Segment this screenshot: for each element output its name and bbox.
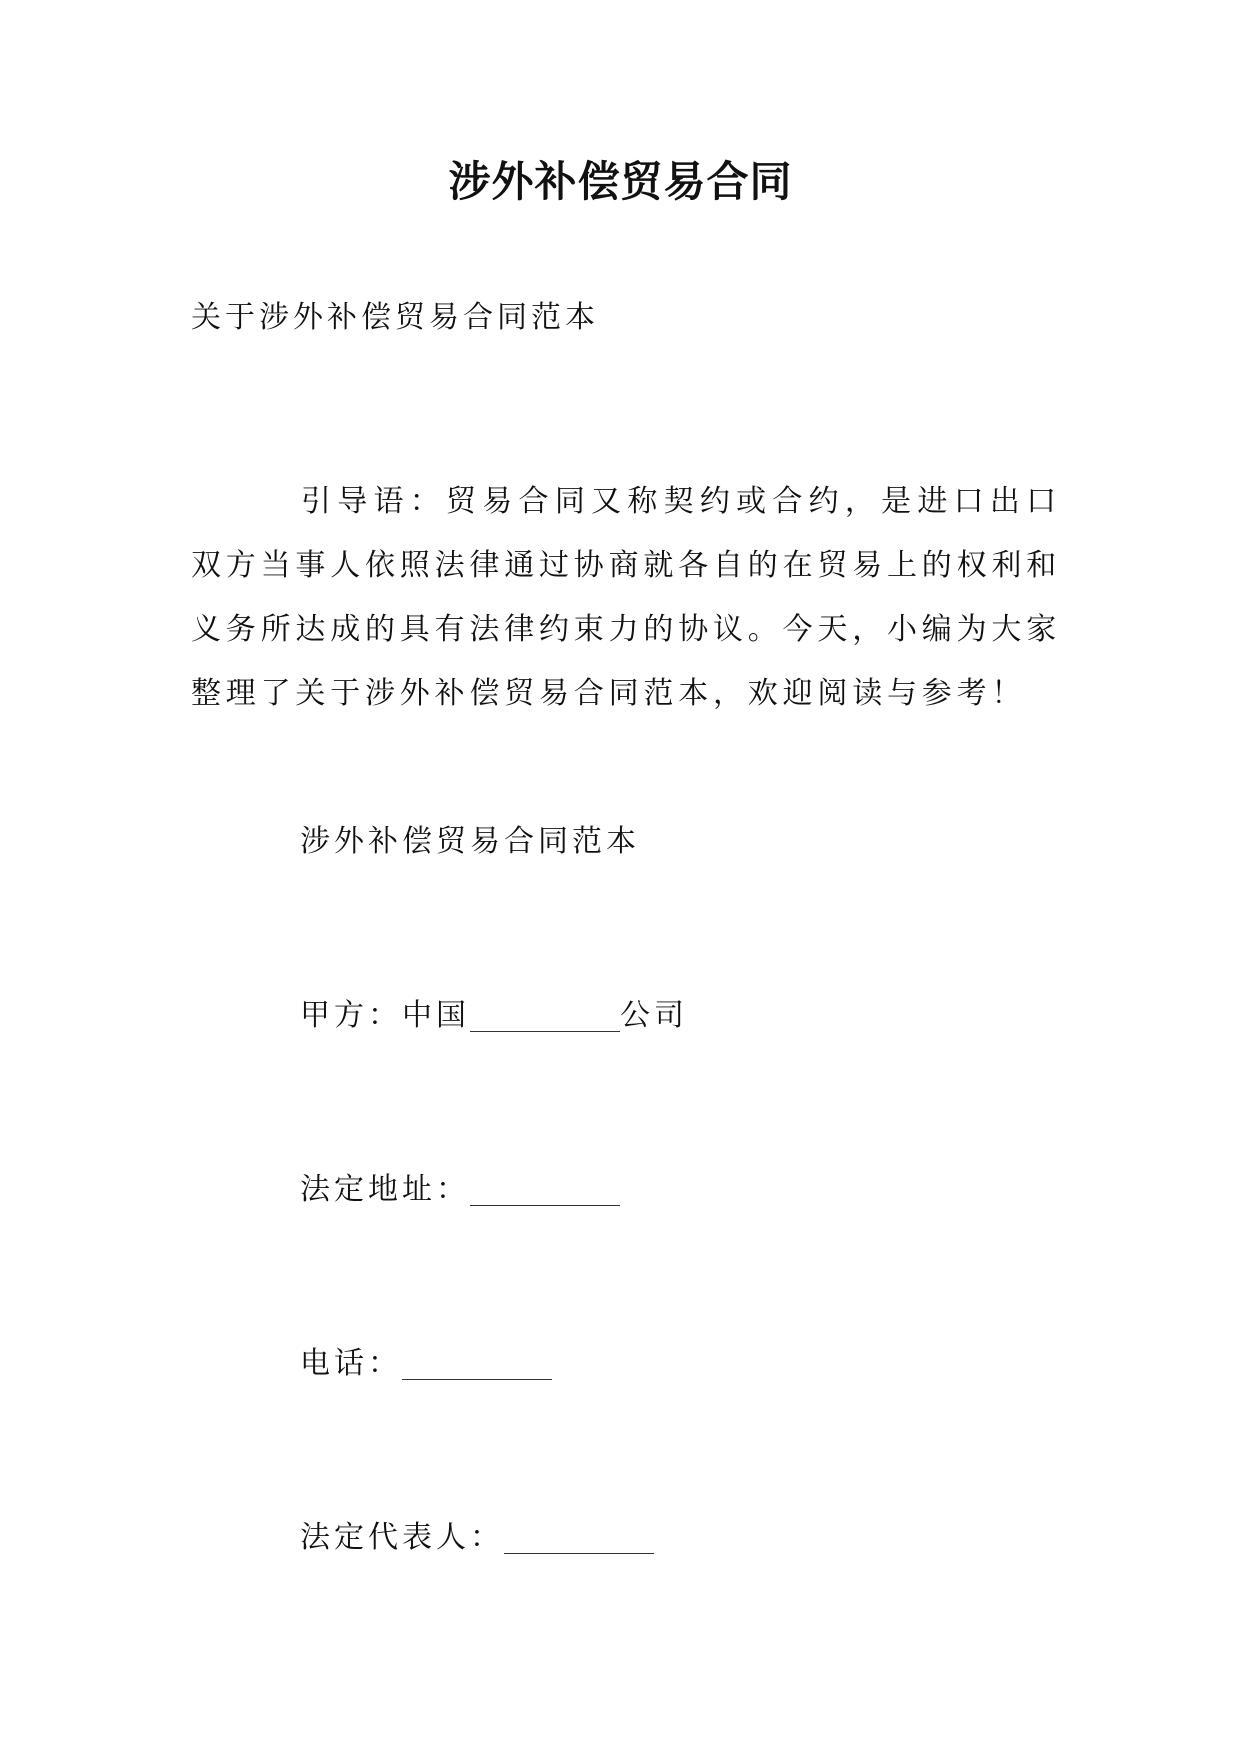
document-subtitle: 关于涉外补偿贸易合同范本 xyxy=(191,300,599,335)
legal-representative-label: 法定代表人： xyxy=(300,1520,504,1555)
party-a-line xyxy=(300,996,688,1036)
intro-paragraph: 引导语：贸易合同又称契约或合约，是进口出口双方当事人依照法律通过协商就各自的在贸易上的权利和义务所达成的具有法律约束力的协议。今天，小编为大家整理了关于涉外补偿贸易合同范本，欢迎阅读与参考！ xyxy=(191,484,1061,711)
address-label: 法定地址： xyxy=(300,1172,470,1207)
party-a-name-blank xyxy=(470,1001,620,1032)
phone-line xyxy=(300,1344,552,1384)
document-title: 涉外补偿贸易合同 xyxy=(448,157,793,206)
party-a-suffix: 公司 xyxy=(620,998,688,1033)
address-line xyxy=(300,1170,620,1210)
party-a-label: 甲方：中国 xyxy=(300,998,470,1033)
legal-representative-line xyxy=(300,1518,654,1558)
phone-blank xyxy=(402,1349,552,1380)
legal-representative-blank xyxy=(504,1523,654,1554)
address-blank xyxy=(470,1175,620,1206)
phone-label: 电话： xyxy=(300,1346,402,1381)
contract-heading: 涉外补偿贸易合同范本 xyxy=(300,824,640,859)
